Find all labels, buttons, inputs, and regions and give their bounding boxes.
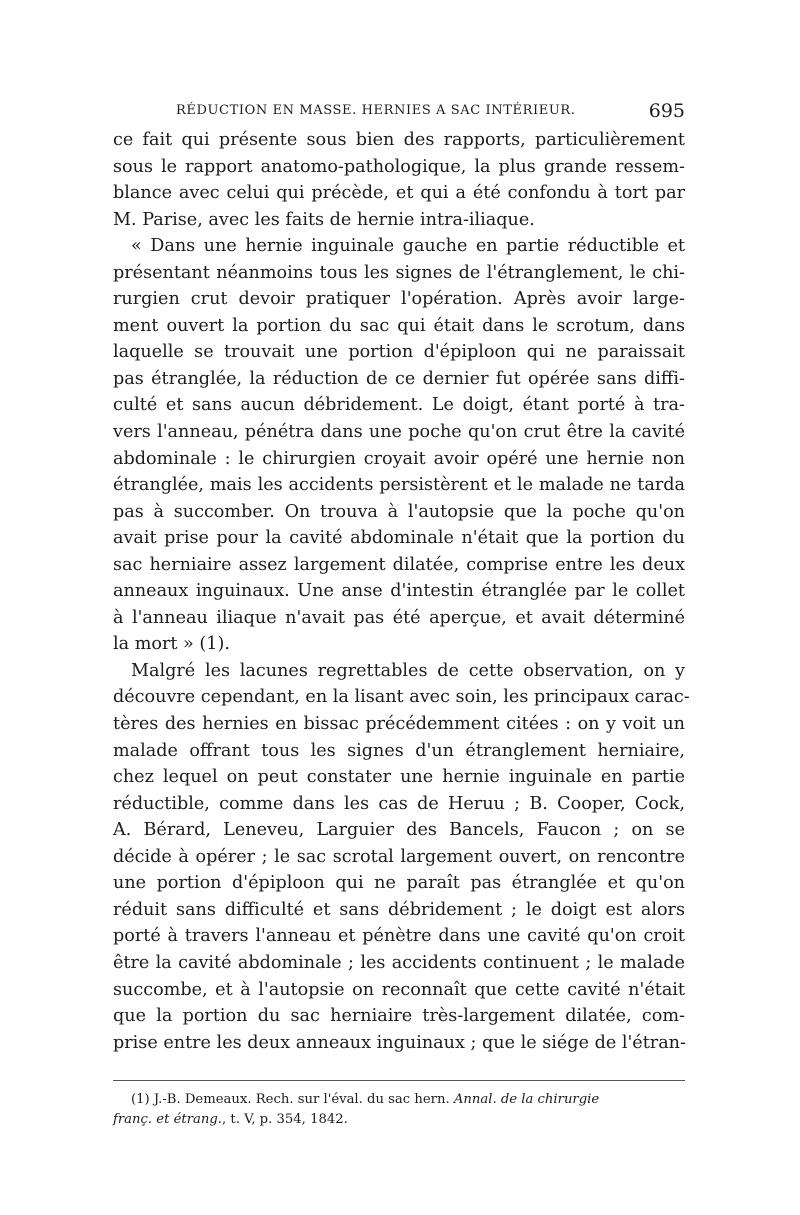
footnote-line [113, 1090, 685, 1110]
footnote-line [113, 1110, 685, 1130]
text-line: pas à succomber. On trouva à l'autopsie que la poche qu'on [113, 501, 685, 522]
text-line: M. Parise, avec les faits de hernie intra-iliaque. [113, 209, 535, 230]
text-line: être la cavité abdominale ; les accidents continuent ; le malade [113, 952, 685, 973]
text-line: abdominale : le chirurgien croyait avoir opéré une hernie non [113, 448, 685, 469]
text-line: découvre cependant, en la lisant avec soin, les principaux carac- [113, 687, 690, 708]
text-line: une portion d'épiploon qui ne paraît pas étranglée et qu'on [113, 873, 685, 894]
running-title: RÉDUCTION EN MASSE. HERNIES A SAC INTÉRIEUR. [176, 103, 576, 118]
text-line: tères des hernies en bissac précédemment citées : on y voit un [113, 714, 685, 735]
text-line: la mort » (1). [113, 634, 230, 655]
footnote-separator [113, 1080, 685, 1081]
text-line: A. Bérard, Leneveu, Larguier des Bancels, Faucon ; on se [113, 820, 685, 841]
text-line: étranglée, mais les accidents persistèrent et le malade ne tarda [113, 475, 685, 496]
text-line: vers l'anneau, pénétra dans une poche qu'on crut être la cavité [113, 422, 685, 443]
footnote-volume: , t. V, p. 354, 1842. [222, 1112, 348, 1127]
text-line: succombe, et à l'autopsie on reconnaît que cette cavité n'était [113, 979, 685, 1000]
text-line: blance avec celui qui précède, et qui a été confondu à tort par [113, 183, 685, 204]
text-line: décide à opérer ; le sac scrotal largement ouvert, on rencontre [113, 846, 685, 867]
text-line: réduit sans difficulté et sans débridement ; le doigt est alors [113, 899, 685, 920]
body-text [113, 127, 690, 1056]
text-line: que la portion du sac herniaire très-largement dilatée, com- [113, 1006, 685, 1027]
text-line: présentant néanmoins tous les signes de l'étranglement, le chi- [113, 262, 685, 283]
text-line: anneaux inguinaux. Une anse d'intestin étranglée par le collet [113, 581, 685, 602]
text-line: rurgien crut devoir pratiquer l'opération. Après avoir large- [113, 289, 685, 310]
text-line: sous le rapport anatomo-pathologique, la plus grande ressem- [113, 156, 685, 177]
text-line: à l'anneau iliaque n'avait pas été aperçue, et avait déterminé [113, 607, 685, 628]
text-line: culté et sans aucun débridement. Le doigt, étant porté à tra- [113, 395, 685, 416]
text-line: réductible, comme dans les cas de Heruu ; B. Cooper, Cock, [113, 793, 685, 814]
text-line: Malgré les lacunes regrettables de cette observation, on y [131, 660, 685, 681]
page-number: 695 [648, 100, 685, 122]
text-line: sac herniaire assez largement dilatée, comprise entre les deux [113, 554, 685, 575]
text-line: pas étranglée, la réduction de ce dernier fut opérée sans diffi- [113, 368, 685, 389]
footnote-citation: (1) J.-B. Demeaux. Rech. sur l'éval. du sac hern. [131, 1092, 454, 1107]
text-line: porté à travers l'anneau et pénètre dans une cavité qu'on croit [113, 926, 685, 947]
text-line: avait prise pour la cavité abdominale n'était que la portion du [113, 528, 685, 549]
text-line: ment ouvert la portion du sac qui était dans le scrotum, dans [113, 315, 685, 336]
text-line: chez lequel on peut constater une hernie inguinale en partie [113, 767, 685, 788]
text-line: ce fait qui présente sous bien des rapports, particulièrement [113, 130, 685, 150]
text-line: « Dans une hernie inguinale gauche en partie réductible et [131, 236, 685, 257]
text-line: laquelle se trouvait une portion d'épiploon qui ne paraissait [113, 342, 685, 363]
text-line: malade offrant tous les signes d'un étranglement herniaire, [113, 740, 685, 761]
journal-title: Annal. de la chirurgie [453, 1092, 600, 1107]
text-line: prise entre les deux anneaux inguinaux ; que le siége de l'étran- [113, 1032, 686, 1053]
running-head [113, 100, 685, 122]
journal-title-continued: franç. et étrang. [113, 1112, 223, 1127]
footnote [113, 1090, 685, 1130]
